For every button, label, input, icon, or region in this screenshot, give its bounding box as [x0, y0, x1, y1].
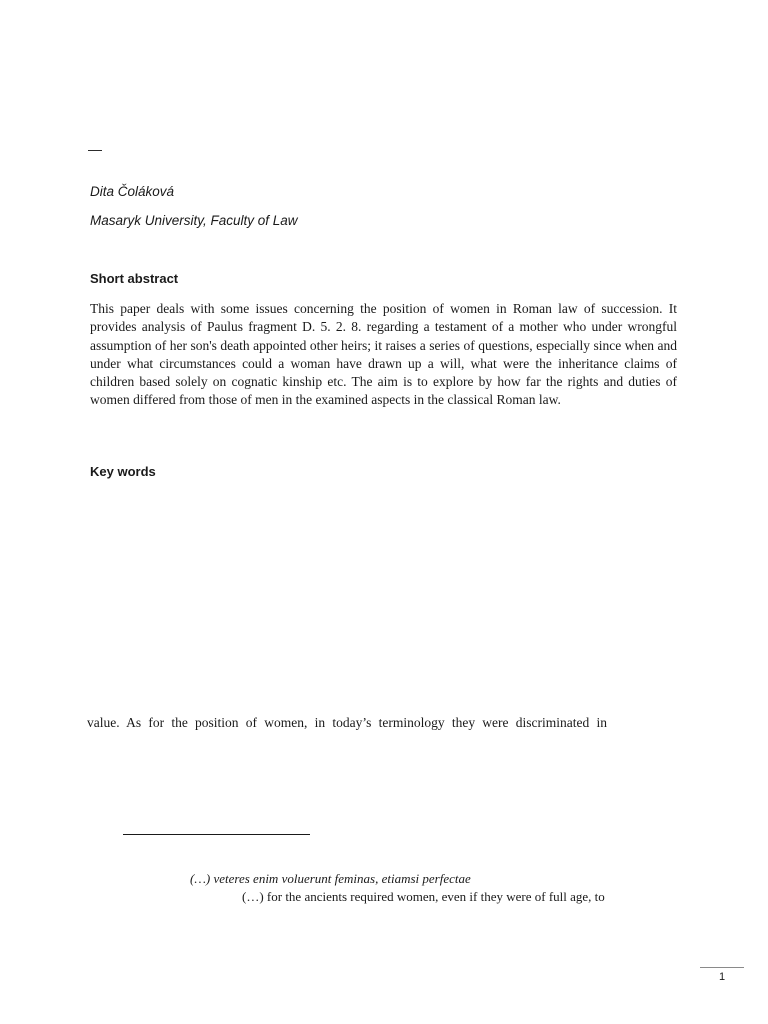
footnote-english-translation: (…) for the ancients required women, even if they were of full age, to [242, 889, 605, 904]
key-words-heading: Key words [90, 464, 156, 479]
title-dash: — [88, 141, 102, 157]
short-abstract-heading: Short abstract [90, 271, 179, 286]
author-affiliation: Masaryk University, Faculty of Law [90, 213, 298, 228]
footnote-latin-quote: (…) veteres enim voluerunt feminas, etiamsi perfectae [190, 871, 471, 886]
page-number-rule [700, 967, 744, 968]
footnote-separator [123, 834, 310, 835]
abstract-paragraph: This paper deals with some issues concerning the position of women in Roman law of succession. It provides analysis of Paulus fragment D. 5. 2. 8. regarding a testament of a mother who under wrongful assumption of her son's death appointed other heirs; it raises a series of questions, especially since when and under what circumstances could a woman have drawn up a will, what were the inheritance claims of children based solely on cognatic kinship etc. The aim is to explore by how far the rights and duties of women differed from those of men in the examined aspects in the classical Roman law. [90, 301, 677, 408]
author-name: Dita Čoláková [90, 184, 175, 199]
body-text-line: value. As for the position of women, in today’s terminology they were discriminated in [87, 715, 607, 730]
page-number: 1 [718, 971, 726, 983]
